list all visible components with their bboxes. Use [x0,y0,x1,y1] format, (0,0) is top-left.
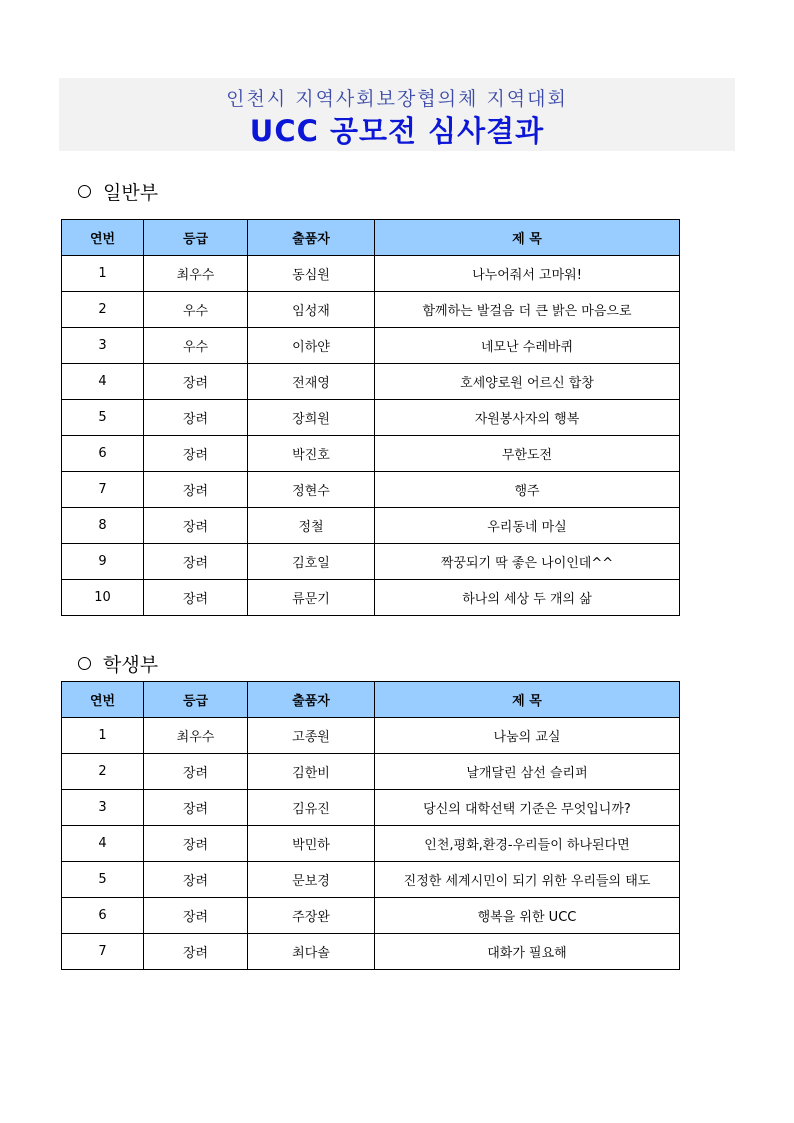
cell-grade: 장려 [144,898,248,934]
column-header-entrant: 출품자 [248,220,375,256]
cell-grade: 장려 [144,790,248,826]
cell-title: 행주 [375,472,680,508]
cell-title: 대화가 필요해 [375,934,680,970]
cell-grade: 장려 [144,862,248,898]
table-row [62,544,680,580]
cell-title: 함께하는 발걸음 더 큰 밝은 마음으로 [375,292,680,328]
cell-title: 네모난 수레바퀴 [375,328,680,364]
header-subtitle: 인천시 지역사회보장협의체 지역대회 [226,88,568,110]
cell-entrant: 김유진 [248,790,375,826]
cell-number: 7 [62,934,144,970]
cell-grade: 장려 [144,754,248,790]
cell-entrant: 김호일 [248,544,375,580]
cell-grade: 우수 [144,328,248,364]
cell-title: 날개달린 삼선 슬리퍼 [375,754,680,790]
column-header-grade: 등급 [144,220,248,256]
cell-entrant: 박민하 [248,826,375,862]
cell-entrant: 임성재 [248,292,375,328]
results-table-general [61,219,680,616]
section-heading-label: 학생부 [103,654,159,676]
cell-number: 8 [62,508,144,544]
table-row [62,718,680,754]
table-row [62,754,680,790]
page-title: UCC 공모전 심사결과 [249,114,545,148]
header-banner [59,78,735,151]
cell-entrant: 최다솔 [248,934,375,970]
table-row [62,472,680,508]
table-row [62,400,680,436]
cell-entrant: 박진호 [248,436,375,472]
cell-title: 진정한 세계시민이 되기 위한 우리들의 태도 [375,862,680,898]
cell-title: 우리동네 마실 [375,508,680,544]
column-header-title: 제 목 [375,220,680,256]
table-row [62,934,680,970]
cell-number: 10 [62,580,144,616]
cell-entrant: 주장완 [248,898,375,934]
cell-entrant: 류문기 [248,580,375,616]
table-row [62,580,680,616]
cell-title: 호세양로원 어르신 합창 [375,364,680,400]
table-row [62,790,680,826]
cell-entrant: 문보경 [248,862,375,898]
cell-number: 4 [62,364,144,400]
column-header-number: 연번 [62,682,144,718]
cell-title: 짝꿍되기 딱 좋은 나이인데^^ [375,544,680,580]
cell-number: 9 [62,544,144,580]
circle-bullet-icon [78,657,91,670]
cell-number: 5 [62,400,144,436]
cell-grade: 장려 [144,436,248,472]
cell-entrant: 정철 [248,508,375,544]
cell-grade: 장려 [144,544,248,580]
cell-title: 나눔의 교실 [375,718,680,754]
cell-number: 3 [62,328,144,364]
cell-grade: 장려 [144,472,248,508]
cell-number: 3 [62,790,144,826]
table-row [62,436,680,472]
cell-entrant: 고종원 [248,718,375,754]
circle-bullet-icon [78,185,91,198]
cell-entrant: 전재영 [248,364,375,400]
cell-grade: 장려 [144,580,248,616]
cell-number: 1 [62,718,144,754]
cell-grade: 우수 [144,292,248,328]
cell-title: 행복을 위한 UCC [375,898,680,934]
cell-number: 4 [62,826,144,862]
cell-entrant: 장희원 [248,400,375,436]
cell-title: 하나의 세상 두 개의 삶 [375,580,680,616]
cell-grade: 최우수 [144,256,248,292]
cell-title: 자원봉사자의 행복 [375,400,680,436]
column-header-number: 연번 [62,220,144,256]
cell-entrant: 동심원 [248,256,375,292]
section-heading-label: 일반부 [103,182,159,204]
section-heading-student [76,650,158,677]
cell-grade: 장려 [144,508,248,544]
cell-number: 5 [62,862,144,898]
cell-number: 2 [62,292,144,328]
section-heading-general [76,178,158,205]
cell-number: 1 [62,256,144,292]
cell-number: 2 [62,754,144,790]
table-header-row [62,682,680,718]
table-row [62,292,680,328]
table-row [62,862,680,898]
cell-entrant: 정현수 [248,472,375,508]
cell-grade: 장려 [144,934,248,970]
cell-grade: 최우수 [144,718,248,754]
table-row [62,898,680,934]
cell-entrant: 이하얀 [248,328,375,364]
column-header-entrant: 출품자 [248,682,375,718]
cell-title: 당신의 대학선택 기준은 무엇입니까? [375,790,680,826]
cell-number: 6 [62,898,144,934]
cell-number: 6 [62,436,144,472]
cell-grade: 장려 [144,826,248,862]
cell-grade: 장려 [144,400,248,436]
cell-entrant: 김한비 [248,754,375,790]
table-row [62,256,680,292]
results-table-student [61,681,680,970]
table-row [62,328,680,364]
table-header-row [62,220,680,256]
cell-title: 무한도전 [375,436,680,472]
table-row [62,364,680,400]
cell-grade: 장려 [144,364,248,400]
table-row [62,826,680,862]
column-header-title: 제 목 [375,682,680,718]
column-header-grade: 등급 [144,682,248,718]
table-row [62,508,680,544]
cell-number: 7 [62,472,144,508]
cell-title: 인천,평화,환경-우리들이 하나된다면 [375,826,680,862]
cell-title: 나누어줘서 고마워! [375,256,680,292]
